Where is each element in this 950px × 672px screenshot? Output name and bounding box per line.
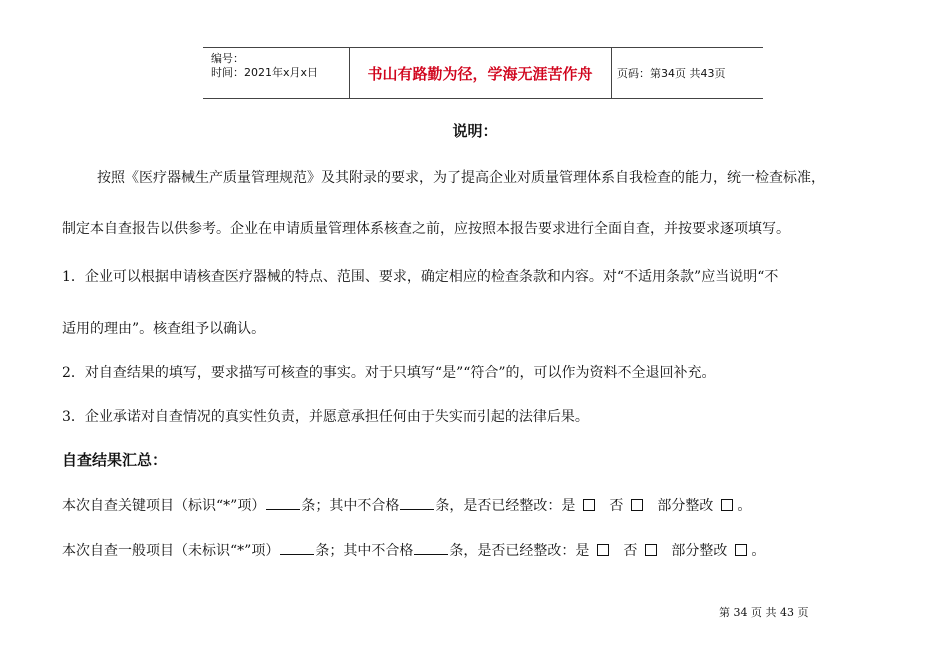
general-prefix: 本次自查一般项目（未标识“*”项） xyxy=(62,543,280,559)
item-2: 2．对自查结果的填写，要求描写可核查的事实。对于只填写“是”“符合”的，可以作为资料不全退回补充。 xyxy=(62,365,716,381)
time-label: 时间：2021年x月x日 xyxy=(211,66,319,79)
summary-heading: 自查结果汇总： xyxy=(62,451,168,469)
key-no-checkbox[interactable] xyxy=(631,499,643,511)
key-partial-checkbox[interactable] xyxy=(721,499,733,511)
general-partial-checkbox[interactable] xyxy=(735,544,747,556)
key-fail-blank[interactable] xyxy=(400,497,434,510)
key-items-line xyxy=(62,495,751,515)
item-3: 3．企业承诺对自查情况的真实性负责，并愿意承担任何由于失实而引起的法律后果。 xyxy=(62,409,589,425)
key-prefix: 本次自查关键项目（标识“*”项） xyxy=(62,498,266,514)
item-1-line-1: 1．企业可以根据申请核查医疗器械的特点、范围、要求，确定相应的检查条款和内容。对“不适用条款”应当说明“不 xyxy=(62,269,779,285)
key-end: 。 xyxy=(737,498,752,514)
general-count-blank[interactable] xyxy=(280,542,314,555)
item-1-line-2: 适用的理由”。核查组予以确认。 xyxy=(62,321,266,337)
general-end: 。 xyxy=(751,543,766,559)
header-page-info: 页码：第34页 共43页 xyxy=(617,67,726,80)
page-footer: 第 34 页 共 43 页 xyxy=(719,606,809,619)
general-partial-label: 部分整改 xyxy=(671,543,728,559)
general-no-label: 否 xyxy=(623,543,638,559)
general-no-checkbox[interactable] xyxy=(645,544,657,556)
key-yes-checkbox[interactable] xyxy=(583,499,595,511)
general-fail-blank[interactable] xyxy=(414,542,448,555)
intro-line-1: 按照《医疗器械生产质量管理规范》及其附录的要求，为了提高企业对质量管理体系自我检查的能力，统一检查标准， xyxy=(97,170,825,186)
intro-line-2: 制定本自查报告以供参考。企业在申请质量管理体系核查之前，应按照本报告要求进行全面自查，并按要求逐项填写。 xyxy=(62,221,790,237)
key-count-blank[interactable] xyxy=(266,497,300,510)
general-mid2: 条，是否已经整改：是 xyxy=(449,543,590,559)
general-items-line xyxy=(62,540,765,560)
header-divider xyxy=(611,48,612,98)
general-mid1: 条；其中不合格 xyxy=(315,543,414,559)
header-table xyxy=(203,47,763,99)
page-title: 说明： xyxy=(452,122,498,140)
header-motto: 书山有路勤为径，学海无涯苦作舟 xyxy=(367,64,593,83)
code-label: 编号： xyxy=(211,52,244,65)
header-meta xyxy=(211,52,318,80)
key-partial-label: 部分整改 xyxy=(657,498,714,514)
key-mid2: 条，是否已经整改：是 xyxy=(435,498,576,514)
key-mid1: 条；其中不合格 xyxy=(301,498,400,514)
general-yes-checkbox[interactable] xyxy=(597,544,609,556)
key-no-label: 否 xyxy=(609,498,624,514)
